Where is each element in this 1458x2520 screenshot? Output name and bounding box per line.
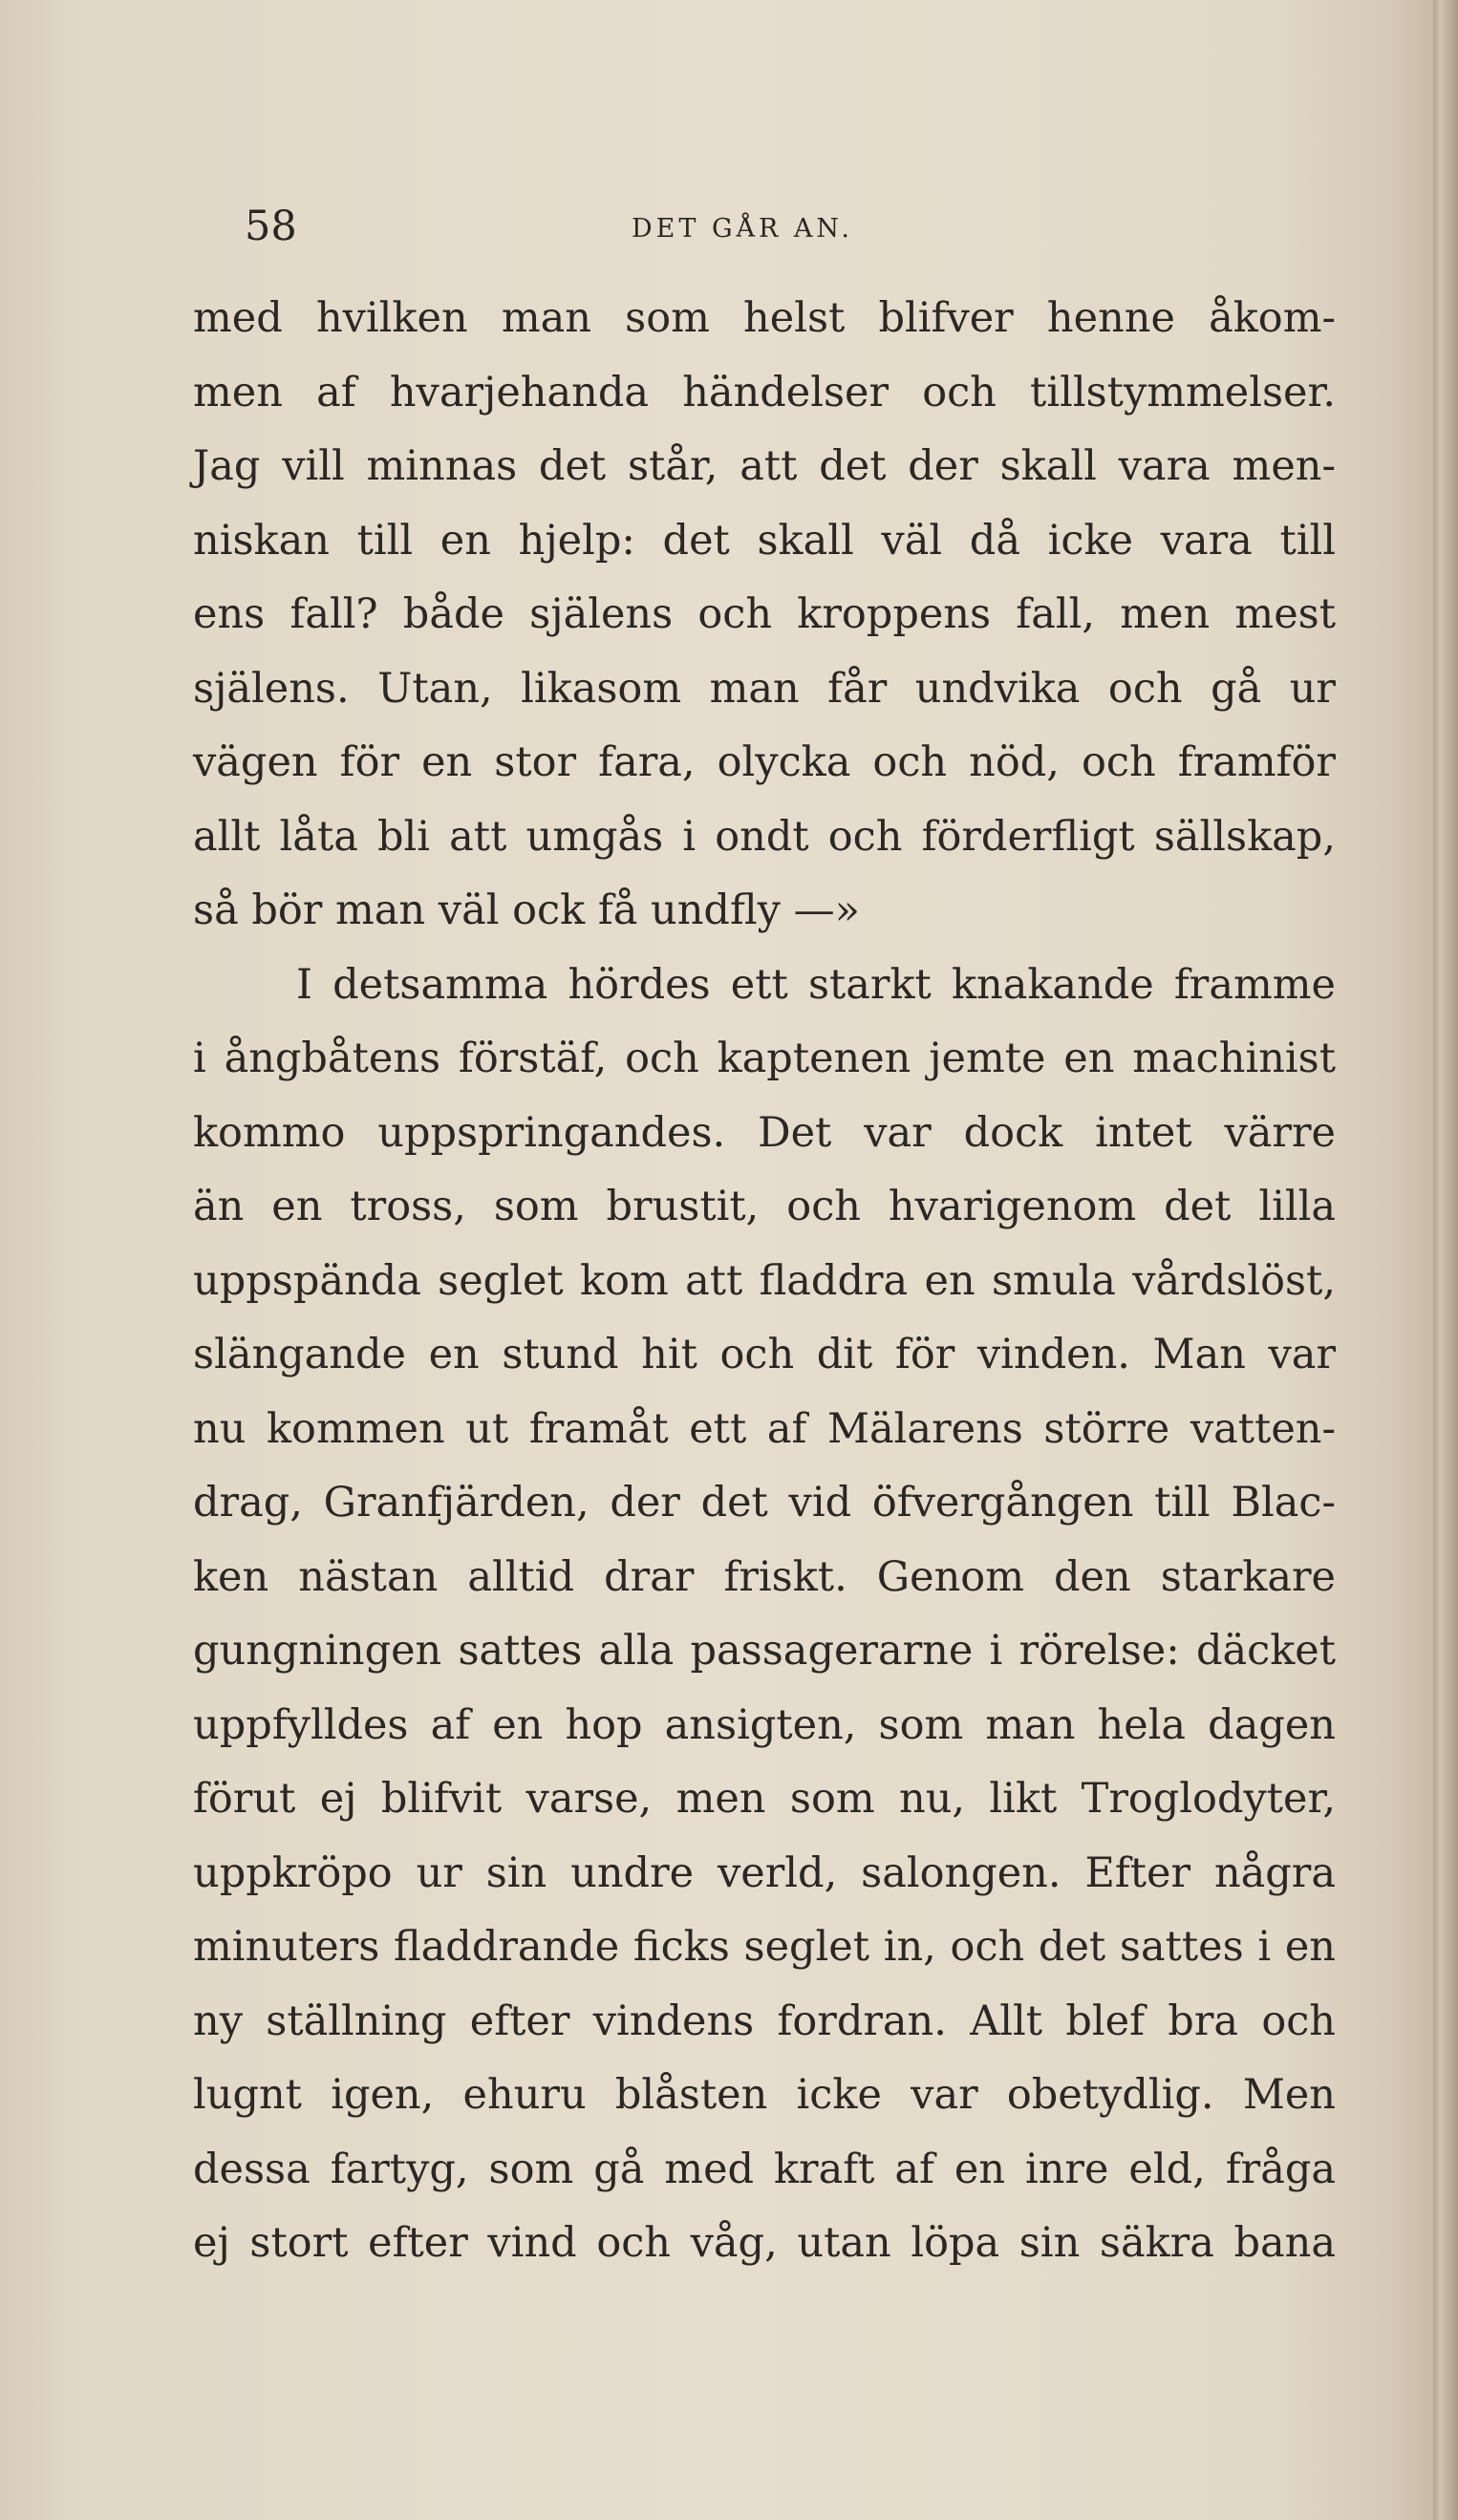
text-line: i ångbåtens förstäf, och kaptenen jemte en machinist [193,1035,1336,1082]
text-line: kommo uppspringandes. Det var dock intet värre [193,1108,1336,1157]
running-head: DET GÅR AN. [632,214,853,244]
text-line: Jag vill minnas det står, att det der skall vara men- [193,442,1336,490]
text-line: ens fall? både själens och kroppens fall, men mest [193,590,1336,638]
text-line: niskan till en hjelp: det skall väl då icke vara till [193,516,1336,565]
text-line: drag, Granfjärden, der det vid öfvergången till Blac- [193,1479,1336,1527]
text-line: lugnt igen, ehuru blåsten icke var obetydlig. Men [193,2071,1336,2119]
text-line: vägen för en stor fara, olycka och nöd, och framför [193,738,1336,786]
text-line: själens. Utan, likasom man får undvika och gå ur [193,664,1336,713]
page-number: 58 [245,203,297,250]
text-line: slängande en stund hit och dit för vinden. Man var [193,1331,1336,1378]
text-line: förut ej blifvit varse, men som nu, likt Troglodyter, [193,1775,1336,1823]
text-line: uppfylldes af en hop ansigten, som man hela dagen [193,1700,1336,1749]
body-text [193,282,1336,2281]
text-line: än en tross, som brustit, och hvarigenom det lilla [193,1183,1336,1230]
text-line: nu kommen ut framåt ett af Mälarens större vatten- [193,1404,1336,1453]
page-edge [1433,0,1458,2520]
text-line: minuters fladdrande ficks seglet in, och det sattes i en [193,1923,1336,1971]
text-line: uppspända seglet kom att fladdra en smula vårdslöst, [193,1256,1336,1305]
text-line: ej stort efter vind och våg, utan löpa sin säkra bana [193,2219,1336,2267]
text-line: uppkröpo ur sin undre verld, salongen. Efter några [193,1848,1336,1897]
paragraph-start-line: I detsamma hördes ett starkt knakande framme [296,960,1336,1009]
text-line: så bör man väl ock få undfly —» [193,886,860,934]
text-line: ken nästan alltid drar friskt. Genom den starkare [193,1552,1336,1601]
text-line: allt låta bli att umgås i ondt och förderfligt sällskap, [193,812,1336,861]
text-line: dessa fartyg, som gå med kraft af en inre eld, fråga [193,2145,1336,2193]
text-line: ny ställning efter vindens fordran. Allt blef bra och [193,1997,1336,2045]
page-header [245,203,1334,269]
text-line: med hvilken man som helst blifver henne åkom- [193,294,1336,342]
text-line: men af hvarjehanda händelser och tillstymmelser. [193,368,1336,416]
text-line: gungningen sattes alla passagerarne i rörelse: däcket [193,1627,1336,1675]
